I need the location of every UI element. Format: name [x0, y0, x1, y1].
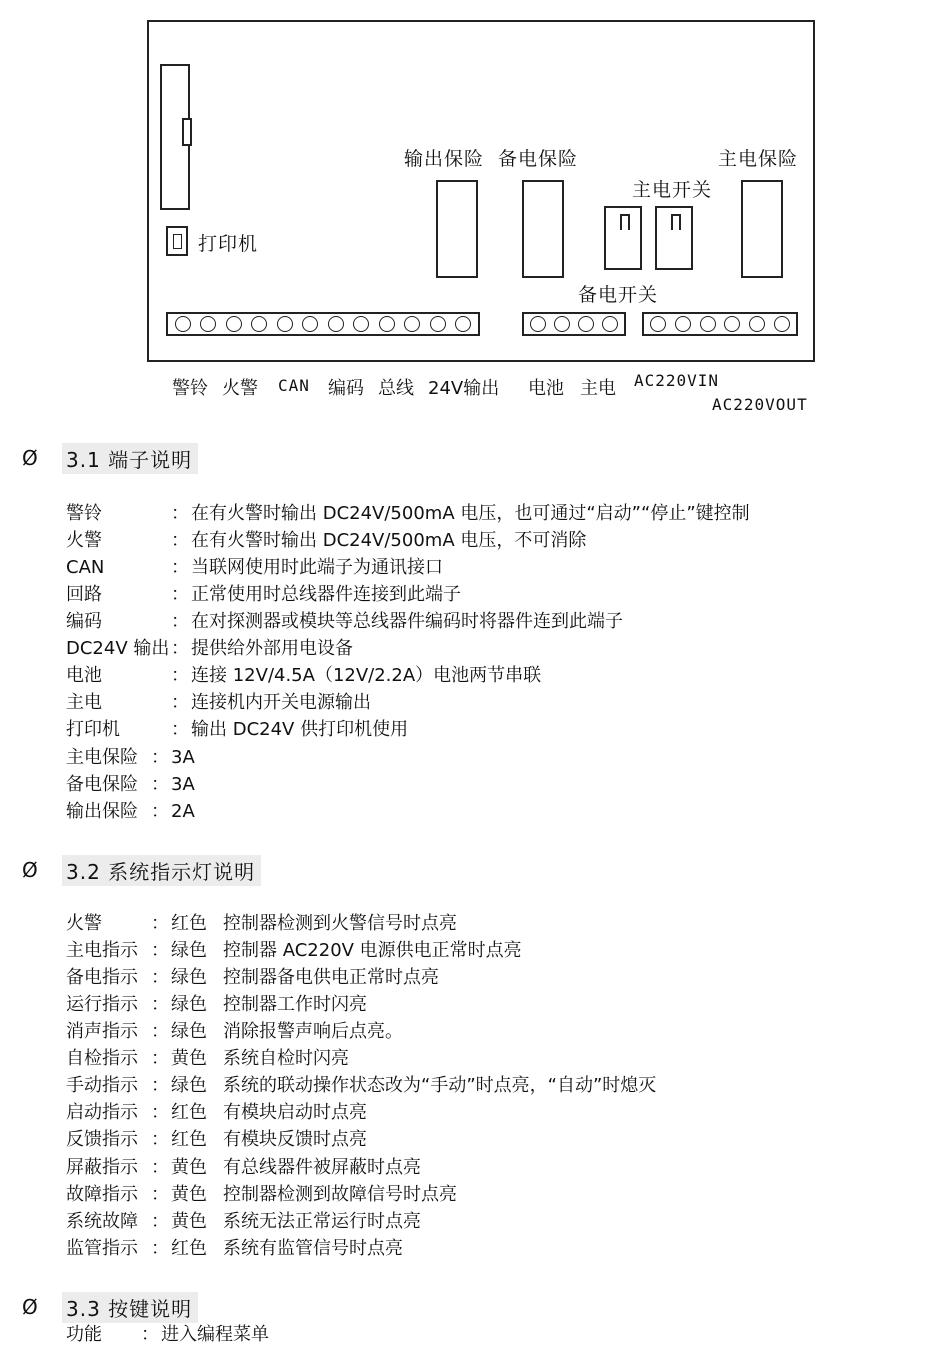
- terminal-row: 输出保险 ： 2A: [66, 801, 195, 822]
- terminal-row: 打印机 ： 输出 DC24V 供打印机使用: [66, 719, 409, 740]
- indicator-row: 反馈指示 ： 红色 有模块反馈时点亮: [66, 1129, 367, 1150]
- terminal: [175, 316, 191, 332]
- battery-label: 电池: [528, 378, 564, 399]
- terminal: [675, 316, 691, 332]
- section-3-3-header: [22, 1292, 198, 1322]
- printer-port-notch: [182, 118, 192, 146]
- bullet-icon: Ø: [22, 1295, 38, 1319]
- terminal-row: 主电保险 ： 3A: [66, 747, 195, 768]
- main-power-label: 主电: [580, 378, 616, 399]
- terminal: [530, 316, 546, 332]
- terminal: [379, 316, 395, 332]
- output-fuse: [436, 180, 478, 278]
- board-outline: [147, 20, 815, 362]
- printer-label: 打印机: [198, 233, 259, 255]
- section-3-1-header: [22, 443, 198, 473]
- terminal-row: 备电保险 ： 3A: [66, 774, 195, 795]
- indicator-row: 备电指示 ： 绿色 控制器备电供电正常时点亮: [66, 967, 439, 988]
- terminal: [650, 316, 666, 332]
- terminal: [328, 316, 344, 332]
- indicator-row: 主电指示 ： 绿色 控制器 AC220V 电源供电正常时点亮: [66, 940, 522, 961]
- bullet-icon: Ø: [22, 446, 38, 470]
- indicator-row: 启动指示 ： 红色 有模块启动时点亮: [66, 1102, 367, 1123]
- terminal-row: 火警 ： 在有火警时输出 DC24V/500mA 电压，不可消除: [66, 530, 587, 551]
- terminal-row: DC24V 输出： 提供给外部用电设备: [66, 638, 353, 659]
- terminal-block-right: [642, 312, 798, 336]
- ac-out-label: AC220VOUT: [712, 395, 808, 414]
- alarm-bell-label: 警铃: [172, 378, 208, 399]
- indicator-row: 手动指示 ： 绿色 系统的联动操作状态改为“手动”时点亮，“自动”时熄灭: [66, 1075, 657, 1096]
- out24v-label: 24V输出: [428, 378, 500, 399]
- key-row: 功能 ： 进入编程菜单: [66, 1324, 269, 1345]
- fire-alarm-label: 火警: [222, 378, 258, 399]
- backup-switch: [604, 206, 642, 270]
- terminal: [302, 316, 318, 332]
- terminal-row: 编码 ： 在对探测器或模块等总线器件编码时将器件连到此端子: [66, 611, 623, 632]
- section-3-2-header: [22, 855, 261, 885]
- terminal: [430, 316, 446, 332]
- terminal: [700, 316, 716, 332]
- encode-label: 编码: [328, 378, 364, 399]
- terminal: [578, 316, 594, 332]
- backup-fuse-label: 备电保险: [498, 148, 579, 170]
- terminal: [404, 316, 420, 332]
- terminal-block-middle: [522, 312, 626, 336]
- printer-switch: [166, 226, 188, 256]
- terminal: [200, 316, 216, 332]
- backup-switch-label: 备电开关: [578, 284, 659, 306]
- backup-fuse: [522, 180, 564, 278]
- can-label: CAN: [278, 376, 310, 395]
- indicator-row: 系统故障 ： 黄色 系统无法正常运行时点亮: [66, 1211, 421, 1232]
- indicator-row: 自检指示 ： 黄色 系统自检时闪亮: [66, 1048, 349, 1069]
- main-switch: [655, 206, 693, 270]
- main-fuse-label: 主电保险: [718, 148, 799, 170]
- main-fuse: [741, 180, 783, 278]
- terminal: [554, 316, 570, 332]
- terminal: [455, 316, 471, 332]
- indicator-row: 故障指示 ： 黄色 控制器检测到故障信号时点亮: [66, 1184, 457, 1205]
- indicator-row: 火警 ： 红色 控制器检测到火警信号时点亮: [66, 913, 457, 934]
- terminal-block-left: [166, 312, 480, 336]
- output-fuse-label: 输出保险: [404, 148, 485, 170]
- terminal: [353, 316, 369, 332]
- terminal-row: CAN ： 当联网使用时此端子为通讯接口: [66, 557, 443, 578]
- indicator-row: 运行指示 ： 绿色 控制器工作时闪亮: [66, 994, 367, 1015]
- ac-in-label: AC220VIN: [634, 371, 720, 390]
- indicator-row: 消声指示 ： 绿色 消除报警声响后点亮。: [66, 1021, 403, 1042]
- section-title: 3.1 端子说明: [62, 443, 198, 474]
- section-title: 3.2 系统指示灯说明: [62, 855, 261, 886]
- terminal: [226, 316, 242, 332]
- terminal-row: 电池 ： 连接 12V/4.5A（12V/2.2A）电池两节串联: [66, 665, 542, 686]
- bus-label: 总线: [378, 378, 414, 399]
- terminal-row: 主电 ： 连接机内开关电源输出: [66, 692, 371, 713]
- section-title: 3.3 按键说明: [62, 1292, 198, 1323]
- indicator-row: 屏蔽指示 ： 黄色 有总线器件被屏蔽时点亮: [66, 1157, 421, 1178]
- terminal: [602, 316, 618, 332]
- terminal: [774, 316, 790, 332]
- terminal: [749, 316, 765, 332]
- main-switch-label: 主电开关: [632, 179, 713, 201]
- indicator-row: 监管指示 ： 红色 系统有监管信号时点亮: [66, 1238, 403, 1259]
- bullet-icon: Ø: [22, 858, 38, 882]
- terminal: [251, 316, 267, 332]
- terminal: [277, 316, 293, 332]
- terminal: [724, 316, 740, 332]
- terminal-row: 回路 ： 正常使用时总线器件连接到此端子: [66, 584, 461, 605]
- terminal-row: 警铃 ： 在有火警时输出 DC24V/500mA 电压，也可通过“启动”“停止”键控制: [66, 503, 750, 524]
